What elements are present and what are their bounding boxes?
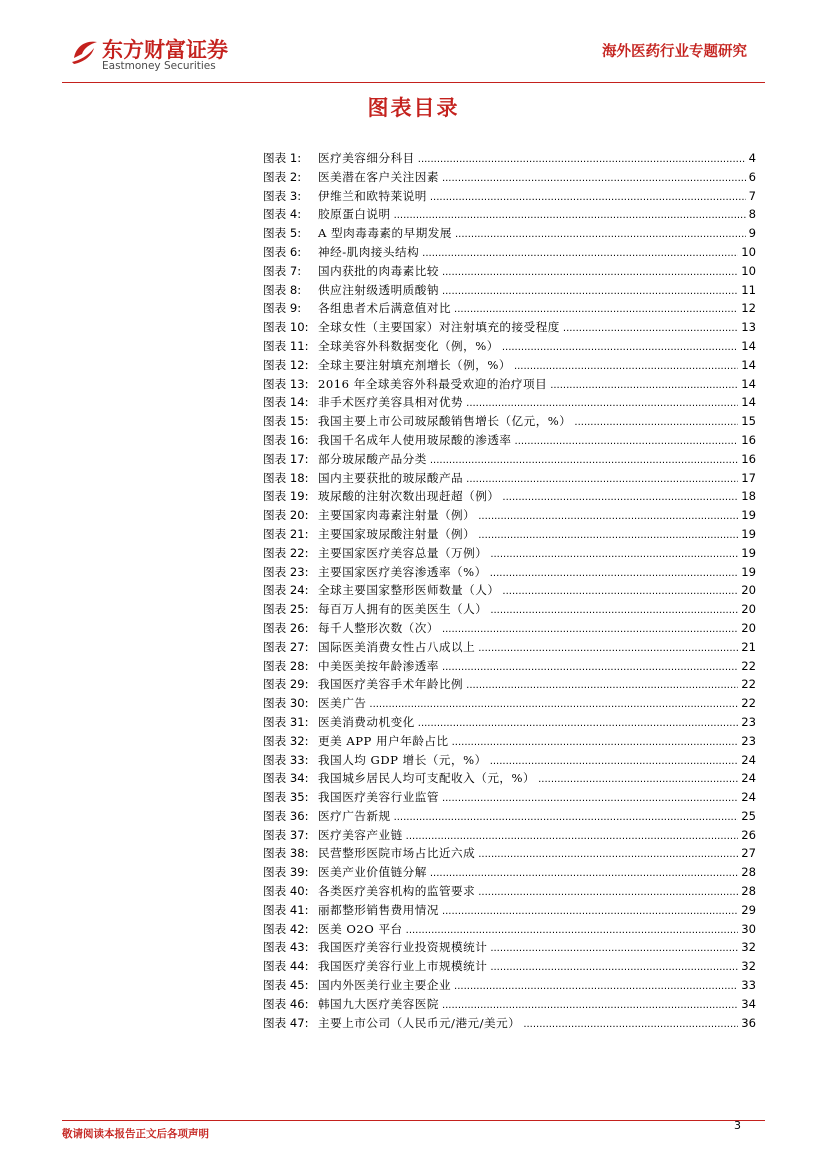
- toc-entry-label: 图表 16:: [263, 432, 309, 447]
- toc-entry[interactable]: [263, 675, 756, 694]
- toc-entry-page: 19: [741, 508, 756, 523]
- toc-entry-label: 图表 37:: [263, 827, 309, 842]
- toc-entry-label: 图表 3:: [263, 188, 302, 203]
- toc-entry-title: 更美 APP 用户年龄占比: [318, 733, 449, 748]
- page-title: 图表目录: [367, 96, 460, 120]
- toc-entry[interactable]: [263, 638, 756, 657]
- header-divider: [62, 82, 765, 83]
- toc-entry-title: 医美产业价值链分解: [318, 865, 427, 880]
- toc-leader-dots: [550, 377, 738, 396]
- toc-entry-page: 29: [741, 902, 756, 917]
- toc-entry-page: 25: [741, 808, 756, 823]
- toc-entry-title: 国内获批的肉毒素比较: [318, 263, 439, 278]
- toc-entry-page: 27: [741, 846, 756, 861]
- toc-entry-label: 图表 12:: [263, 357, 309, 372]
- toc-entry-title: 主要国家医疗美容渗透率（%）: [318, 564, 487, 579]
- toc-entry[interactable]: [263, 563, 756, 582]
- toc-leader-dots: [478, 884, 738, 903]
- toc-entry[interactable]: [263, 525, 756, 544]
- toc-entry-label: 图表 18:: [263, 470, 309, 485]
- toc-entry[interactable]: [263, 657, 756, 676]
- toc-leader-dots: [478, 508, 738, 527]
- toc-entry-label: 图表 36:: [263, 808, 309, 823]
- toc-entry[interactable]: [263, 938, 756, 957]
- toc-entry-title: 我国主要上市公司玻尿酸销售增长（亿元，%）: [318, 414, 572, 429]
- brand-name-cn: 东方财富证券: [102, 38, 228, 62]
- toc-entry-label: 图表 4:: [263, 207, 302, 222]
- toc-entry-title: 部分玻尿酸产品分类: [318, 451, 427, 466]
- toc-entry-title: 医疗广告新规: [318, 808, 391, 823]
- toc-entry-title: 伊维兰和欧特莱说明: [318, 188, 427, 203]
- toc-entry[interactable]: [263, 751, 756, 770]
- toc-entry-label: 图表 2:: [263, 169, 302, 184]
- toc-entry-title: 医疗美容细分科目: [318, 151, 415, 165]
- toc-entry-title: 主要国家玻尿酸注射量（例）: [318, 526, 476, 541]
- toc-entry-title: 丽都整形销售费用情况: [318, 902, 439, 917]
- toc-entry-label: 图表 17:: [263, 451, 309, 466]
- toc-leader-dots: [523, 1016, 738, 1035]
- toc-entry-title: 我国医疗美容行业投资规模统计: [318, 940, 488, 955]
- toc-entry-title: 我国人均 GDP 增长（元，%）: [318, 752, 487, 767]
- toc-entry-title: 非手术医疗美容具相对优势: [318, 395, 464, 410]
- toc-entry-title: 中美医美按年龄渗透率: [318, 658, 439, 673]
- toc-entry[interactable]: [263, 243, 756, 262]
- toc-leader-dots: [490, 602, 738, 621]
- toc-leader-dots: [502, 489, 738, 508]
- toc-entry-title: 医美消费动机变化: [318, 714, 415, 729]
- toc-entry-title: 我国城乡居民人均可支配收入（元，%）: [318, 771, 536, 786]
- toc-entry-page: 32: [741, 940, 756, 955]
- toc-entry-title: 供应注射级透明质酸钠: [318, 282, 439, 297]
- toc-entry-page: 19: [741, 545, 756, 560]
- brand-name-en: Eastmoney Securities: [102, 60, 216, 72]
- toc-leader-dots: [442, 790, 738, 809]
- toc-entry[interactable]: [263, 844, 756, 863]
- toc-entry-page: 17: [741, 470, 756, 485]
- toc-entry-label: 图表 23:: [263, 564, 309, 579]
- toc-entry-page: 20: [741, 583, 756, 598]
- toc-entry[interactable]: [263, 262, 756, 281]
- toc-entry-label: 图表 26:: [263, 620, 309, 635]
- toc-entry[interactable]: [263, 882, 756, 901]
- toc-entry[interactable]: [263, 205, 756, 224]
- toc-entry[interactable]: [263, 356, 756, 375]
- toc-entry-page: 14: [741, 357, 756, 372]
- toc-leader-dots: [430, 865, 738, 884]
- toc-entry-label: 图表 46:: [263, 996, 309, 1011]
- brand-logo: [62, 34, 247, 80]
- toc-entry-page: 8: [748, 207, 756, 222]
- toc-entry[interactable]: [263, 393, 756, 412]
- toc-leader-dots: [442, 659, 738, 678]
- toc-leader-dots: [538, 771, 738, 790]
- toc-entry-title: 国际医美消费女性占八成以上: [318, 639, 476, 654]
- toc-entry-page: 30: [741, 921, 756, 936]
- toc-entry-label: 图表 31:: [263, 714, 309, 729]
- toc-entry[interactable]: [263, 732, 756, 751]
- toc-leader-dots: [515, 433, 739, 452]
- toc-entry-page: 10: [741, 263, 756, 278]
- toc-entry-page: 24: [741, 790, 756, 805]
- toc-entry-page: 10: [741, 244, 756, 259]
- toc-entry[interactable]: [263, 469, 756, 488]
- toc-entry[interactable]: [263, 450, 756, 469]
- toc-entry-label: 图表 19:: [263, 489, 309, 504]
- report-type: 海外医药行业专题研究: [602, 44, 747, 60]
- toc-entry[interactable]: [263, 1014, 756, 1033]
- toc-entry-label: 图表 39:: [263, 865, 309, 880]
- toc-entry[interactable]: [263, 600, 756, 619]
- toc-entry-label: 图表 5:: [263, 226, 302, 241]
- toc-entry-page: 19: [741, 526, 756, 541]
- toc-entry-page: 28: [741, 884, 756, 899]
- toc-entry-title: 各组患者术后满意值对比: [318, 301, 452, 316]
- toc-entry-page: 36: [741, 1015, 756, 1030]
- toc-leader-dots: [442, 621, 738, 640]
- toc-entry-title: 医美 O2O 平台: [318, 921, 403, 936]
- toc-leader-dots: [466, 677, 738, 696]
- toc-leader-dots: [418, 151, 746, 170]
- toc-entry-title: 国内主要获批的玻尿酸产品: [318, 470, 464, 485]
- toc-entry[interactable]: [263, 506, 756, 525]
- toc-entry-label: 图表 38:: [263, 846, 309, 861]
- toc-leader-dots: [478, 640, 738, 659]
- toc-entry-page: 33: [741, 978, 756, 993]
- toc-leader-dots: [478, 527, 738, 546]
- toc-leader-dots: [466, 471, 738, 490]
- toc-entry-page: 34: [741, 996, 756, 1011]
- toc-entry-page: 13: [741, 320, 756, 335]
- toc-entry-page: 18: [741, 489, 756, 504]
- toc-entry-page: 16: [741, 432, 756, 447]
- toc-entry-title: 我国医疗美容行业上市规模统计: [318, 959, 488, 974]
- toc-entry-title: 全球美容外科数据变化（例，%）: [318, 338, 499, 353]
- toc-entry[interactable]: [263, 337, 756, 356]
- toc-entry-title: 每百万人拥有的医美医生（人）: [318, 602, 488, 617]
- toc-entry-title: 全球主要国家整形医师数量（人）: [318, 583, 500, 598]
- toc-leader-dots: [490, 565, 738, 584]
- toc-entry-label: 图表 1:: [263, 151, 302, 165]
- toc-entry[interactable]: [263, 826, 756, 845]
- toc-leader-dots: [442, 903, 738, 922]
- toc-leader-dots: [490, 546, 738, 565]
- toc-entry-title: 胶原蛋白说明: [318, 207, 391, 222]
- toc-entry-title: 医疗美容产业链: [318, 827, 403, 842]
- page-number: 3: [734, 1119, 741, 1132]
- toc-leader-dots: [478, 846, 738, 865]
- toc-entry-title: 主要国家肉毒素注射量（例）: [318, 508, 476, 523]
- toc-entry-label: 图表 40:: [263, 884, 309, 899]
- toc-entry-page: 14: [741, 395, 756, 410]
- toc-entry-page: 32: [741, 959, 756, 974]
- toc-entry-page: 23: [741, 714, 756, 729]
- toc-entry-label: 图表 30:: [263, 696, 309, 711]
- toc-entry[interactable]: [263, 299, 756, 318]
- toc-entry-label: 图表 45:: [263, 978, 309, 993]
- toc-entry-label: 图表 14:: [263, 395, 309, 410]
- toc-entry-title: 主要上市公司（人民币元/港元/美元）: [318, 1015, 521, 1030]
- toc-entry-title: 国内外医美行业主要企业: [318, 978, 452, 993]
- toc-entry-page: 20: [741, 620, 756, 635]
- toc-entry[interactable]: [263, 788, 756, 807]
- toc-leader-dots: [452, 734, 739, 753]
- toc-entry-title: 医美广告: [318, 696, 367, 711]
- toc-entry-label: 图表 10:: [263, 320, 309, 335]
- toc-entry-label: 图表 41:: [263, 902, 309, 917]
- footer-divider: [62, 1120, 765, 1121]
- toc-entry-label: 图表 32:: [263, 733, 309, 748]
- toc-entry-title: 我国千名成年人使用玻尿酸的渗透率: [318, 432, 512, 447]
- toc-entry-label: 图表 35:: [263, 790, 309, 805]
- toc-entry-title: 主要国家医疗美容总量（万例）: [318, 545, 488, 560]
- toc-leader-dots: [574, 414, 738, 433]
- toc-entry-label: 图表 28:: [263, 658, 309, 673]
- toc-entry-title: 全球主要注射填充剂增长（例，%）: [318, 357, 511, 372]
- toc-leader-dots: [369, 696, 738, 715]
- toc-leader-dots: [442, 264, 738, 283]
- toc-entry-label: 图表 22:: [263, 545, 309, 560]
- toc-entry-label: 图表 34:: [263, 771, 309, 786]
- toc-entry[interactable]: [263, 769, 756, 788]
- toc-entry-title: 韩国九大医疗美容医院: [318, 996, 439, 1011]
- toc-entry-title: A 型肉毒毒素的早期发展: [318, 226, 452, 241]
- toc-leader-dots: [490, 940, 738, 959]
- toc-entry[interactable]: [263, 149, 756, 168]
- toc-entry-label: 图表 6:: [263, 244, 302, 259]
- toc-entry-page: 12: [741, 301, 756, 316]
- toc-entry[interactable]: [263, 619, 756, 638]
- toc-entry-page: 24: [741, 752, 756, 767]
- toc-entry-label: 图表 20:: [263, 508, 309, 523]
- toc-entry[interactable]: [263, 318, 756, 337]
- toc-entry[interactable]: [263, 168, 756, 187]
- toc-entry-title: 各类医疗美容机构的监管要求: [318, 884, 476, 899]
- toc-entry[interactable]: [263, 863, 756, 882]
- toc-entry[interactable]: [263, 957, 756, 976]
- toc-entry-label: 图表 15:: [263, 414, 309, 429]
- toc-entry-page: 23: [741, 733, 756, 748]
- toc-entry-label: 图表 33:: [263, 752, 309, 767]
- toc-entry[interactable]: [263, 694, 756, 713]
- toc-entry-title: 2016 年全球美容外科最受欢迎的治疗项目: [318, 376, 548, 391]
- toc-entry-page: 19: [741, 564, 756, 579]
- toc-entry-title: 每千人整形次数（次）: [318, 620, 439, 635]
- toc-entry-label: 图表 24:: [263, 583, 309, 598]
- toc-entry-page: 22: [741, 696, 756, 711]
- toc-entry-label: 图表 13:: [263, 376, 309, 391]
- toc-leader-dots: [430, 452, 738, 471]
- toc-entry[interactable]: [263, 544, 756, 563]
- toc-entry[interactable]: [263, 920, 756, 939]
- toc-entry-page: 14: [741, 338, 756, 353]
- toc-entry-page: 14: [741, 376, 756, 391]
- footer-disclaimer: 敬请阅读本报告正文后各项声明: [62, 1128, 209, 1140]
- toc-entry-label: 图表 43:: [263, 940, 309, 955]
- toc-entry[interactable]: [263, 976, 756, 995]
- toc-entry[interactable]: [263, 807, 756, 826]
- toc-entry[interactable]: [263, 281, 756, 300]
- toc-leader-dots: [422, 245, 738, 264]
- toc-entry[interactable]: [263, 581, 756, 600]
- toc-entry-title: 全球女性（主要国家）对注射填充的接受程度: [318, 320, 560, 335]
- figure-toc: [263, 149, 756, 1032]
- toc-leader-dots: [514, 358, 738, 377]
- toc-entry-label: 图表 47:: [263, 1015, 309, 1030]
- toc-entry-label: 图表 42:: [263, 921, 309, 936]
- toc-entry-label: 图表 27:: [263, 639, 309, 654]
- toc-entry-label: 图表 25:: [263, 602, 309, 617]
- toc-entry[interactable]: [263, 487, 756, 506]
- toc-leader-dots: [394, 809, 739, 828]
- toc-leader-dots: [442, 283, 738, 302]
- toc-entry-title: 我国医疗美容手术年龄比例: [318, 677, 464, 692]
- toc-entry-page: 15: [741, 414, 756, 429]
- toc-leader-dots: [430, 189, 746, 208]
- toc-entry-label: 图表 11:: [263, 338, 309, 353]
- logo-icon: [70, 36, 100, 66]
- toc-entry[interactable]: [263, 375, 756, 394]
- toc-entry-page: 4: [748, 151, 756, 165]
- toc-entry[interactable]: [263, 901, 756, 920]
- toc-entry-title: 医美潜在客户关注因素: [318, 169, 439, 184]
- toc-entry[interactable]: [263, 412, 756, 431]
- toc-entry-title: 我国医疗美容行业监管: [318, 790, 439, 805]
- toc-entry-label: 图表 9:: [263, 301, 302, 316]
- toc-entry-title: 民营整形医院市场占比近六成: [318, 846, 476, 861]
- toc-entry[interactable]: [263, 187, 756, 206]
- toc-leader-dots: [502, 583, 738, 602]
- toc-leader-dots: [563, 320, 738, 339]
- toc-entry-page: 16: [741, 451, 756, 466]
- toc-entry-page: 20: [741, 602, 756, 617]
- toc-leader-dots: [418, 715, 738, 734]
- toc-entry-title: 神经-肌肉接头结构: [318, 244, 420, 259]
- toc-leader-dots: [455, 226, 746, 245]
- toc-entry[interactable]: [263, 995, 756, 1014]
- toc-entry-label: 图表 29:: [263, 677, 309, 692]
- toc-entry-label: 图表 44:: [263, 959, 309, 974]
- toc-leader-dots: [442, 170, 746, 189]
- toc-entry-page: 21: [741, 639, 756, 654]
- toc-entry[interactable]: [263, 713, 756, 732]
- toc-entry[interactable]: [263, 431, 756, 450]
- toc-leader-dots: [490, 959, 738, 978]
- toc-entry-label: 图表 21:: [263, 526, 309, 541]
- toc-entry-page: 7: [748, 188, 756, 203]
- toc-entry-label: 图表 7:: [263, 263, 302, 278]
- toc-entry-page: 11: [741, 282, 756, 297]
- toc-leader-dots: [502, 339, 738, 358]
- toc-entry-page: 24: [741, 771, 756, 786]
- toc-entry-label: 图表 8:: [263, 282, 302, 297]
- toc-entry[interactable]: [263, 224, 756, 243]
- toc-entry-page: 22: [741, 658, 756, 673]
- toc-entry-page: 9: [748, 226, 756, 241]
- toc-entry-page: 26: [741, 827, 756, 842]
- toc-entry-page: 22: [741, 677, 756, 692]
- toc-entry-page: 28: [741, 865, 756, 880]
- toc-leader-dots: [454, 978, 738, 997]
- toc-entry-page: 6: [748, 169, 756, 184]
- toc-entry-title: 玻尿酸的注射次数出现赶超（例）: [318, 489, 500, 504]
